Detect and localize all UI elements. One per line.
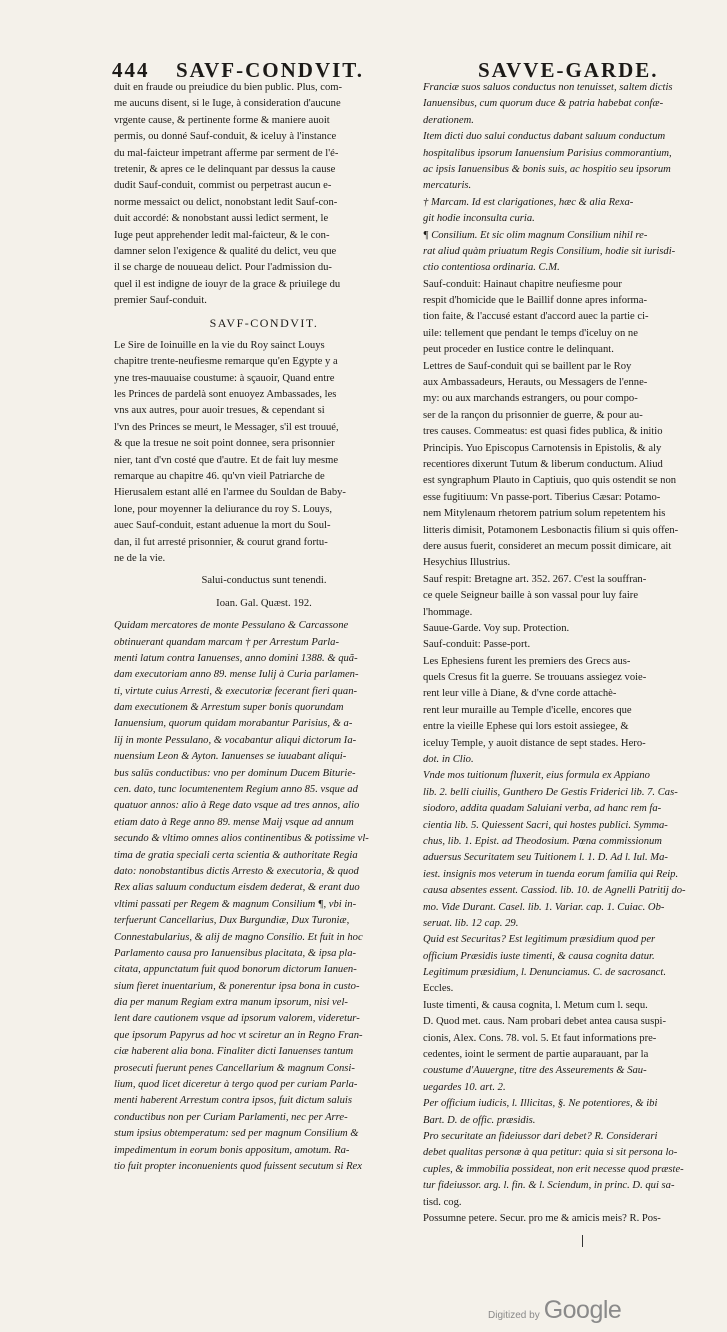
text-line: stum ipsius obtemperatum: sed per magnum Consilium & bbox=[114, 1128, 359, 1140]
text-line: Les Ephesiens furent les premiers des Grecs aus- bbox=[423, 655, 631, 667]
text-line: norme messaict ou delict, nonobstant ledit Sauf-con- bbox=[114, 196, 338, 208]
text-line: cedentes, ioint le serment de partie auparauant, par la bbox=[423, 1049, 649, 1061]
text-line: citata, appunctatum fuit quod bonorum dictorum Ianuen- bbox=[114, 964, 357, 976]
text-line: dan, il fut arresté prisonnier, & courut grand fortu- bbox=[114, 536, 328, 548]
left-column bbox=[114, 80, 414, 1175]
text-line: peut proceder en Iustice contre le delinquant. bbox=[423, 344, 614, 356]
text-line: ce quele Seigneur baille à son vassal pour luy faire bbox=[423, 590, 639, 602]
text-line: Iuge peut apprehender ledit mal-faicteur, & le con- bbox=[114, 229, 330, 241]
text-line: ctio contentiosa ordinaria. C.M. bbox=[423, 262, 560, 274]
text-line: recentiores dixerunt Tutum & liberum conductum. Aliud bbox=[423, 458, 663, 470]
text-line: yne tres-mauuaise coustume: à sçauoir, Quand entre bbox=[114, 372, 335, 384]
running-head-right: SAVVE-GARDE. bbox=[478, 58, 659, 82]
text-line: vns aux autres, pour auoir tresues, & cependant si bbox=[114, 405, 325, 417]
text-line: dot. in Clio. bbox=[423, 754, 474, 766]
text-line: etiam dato à Rege anno 89. mense Maij vsque ad annum bbox=[114, 816, 354, 828]
text-line: premier Sauf-conduit. bbox=[114, 295, 207, 307]
digitized-by-label: Digitized by bbox=[488, 1310, 540, 1321]
right-column bbox=[423, 80, 715, 1227]
text-line: litteris dimisit, Potamonem Lesbonactis filium si quis offen- bbox=[423, 524, 679, 536]
text-line: dere ausus fuerit, consideret an mecum possit dimicare, ait bbox=[423, 540, 672, 552]
text-line: uegardes 10. art. 2. bbox=[423, 1081, 506, 1093]
text-line: duit accordé: & nonobstant aussi ledict serment, le bbox=[114, 213, 329, 225]
text-line: dato: nonobstantibus dictis Arresto & executoria, & quod bbox=[114, 865, 359, 877]
text-line: Parlamento causa pro Ianuensibus placitata, & ipsa pla- bbox=[114, 947, 357, 959]
text-line: cientia lib. 5. Quiessent Sacri, qui hostes publici. Symma- bbox=[423, 819, 668, 831]
text-line: Sauf-conduit: Hainaut chapitre neufiesme pour bbox=[423, 278, 622, 290]
text-line: uile: tellement que pendant le temps d'iceluy on ne bbox=[423, 327, 638, 339]
text-line: remarque au chapitre 46. qu'vn vieil Patriarche de bbox=[114, 470, 325, 482]
text-line: iceluy Temple, y auoit distance de sept stades. Hero- bbox=[423, 737, 646, 749]
text-line: du mal-faicteur impetrant afferme par serment de l'é- bbox=[114, 147, 339, 159]
text-line: debet qualitas personæ à qua petitur: quia si sit persona lo- bbox=[423, 1147, 678, 1159]
text-line: Connestabularius, & alij de magno Consilio. Et fuit in hoc bbox=[114, 931, 363, 943]
text-line: tretenir, & apres ce le delinquant par dessus la cause bbox=[114, 163, 336, 175]
text-line: il se charge de nouueau delict. Pour l'admission du- bbox=[114, 262, 332, 274]
text-line: menti latum contra Ianuenses, anno domini 1388. & quã- bbox=[114, 652, 358, 664]
text-line: vrgente cause, & pertinente forme & maniere auoit bbox=[114, 114, 330, 126]
text-line: Possumne petere. Secur. pro me & amicis meis? R. Pos- bbox=[423, 1212, 661, 1224]
text-line: tima de gratia speciali certa scientia & authoritate Regia bbox=[114, 849, 358, 861]
text-line: aux Ambassadeurs, Herauts, ou Messagers de l'enne- bbox=[423, 377, 648, 389]
text-line: siodoro, addita quadam Saluiani verba, ad hanc rem fa- bbox=[423, 803, 662, 815]
column-rule bbox=[582, 1235, 583, 1247]
text-line: lij in monte Pessulano, & vocabantur aliqui dictorum Ia- bbox=[114, 734, 357, 746]
text-line: tur fideiussor. arg. l. fin. & l. Sciendum, in princ. D. qui sa- bbox=[423, 1180, 675, 1192]
text-line: rent leur muraille au Temple d'icelle, encores que bbox=[423, 704, 632, 716]
text-line: chapitre trente-neufiesme remarque qu'en Egypte y a bbox=[114, 356, 338, 368]
text-line: Eccles. bbox=[423, 983, 454, 995]
text-line: Iuste timenti, & causa cognita, l. Metum cum l. sequ. bbox=[423, 999, 648, 1011]
text-line: lib. 2. belli ciuilis, Gunthero De Gestis Friderici lib. 7. Cas- bbox=[423, 786, 678, 798]
text-line: nuensium Leon & Ayton. Ianuenses se iuuabant aliqui- bbox=[114, 751, 347, 763]
text-line: D. Quod met. caus. Nam probari debet antea causa suspi- bbox=[423, 1016, 666, 1028]
text-line: coustume d'Auuergne, titre des Asseurements & Sau- bbox=[423, 1065, 647, 1077]
text-line: damner selon l'exigence & qualité du delict, veu que bbox=[114, 245, 337, 257]
text-line: Hierusalem estant allé en l'armee du Souldan de Baby- bbox=[114, 487, 346, 499]
text-line: hospitalibus ipsorum Ianuensium Parisius commorantium, bbox=[423, 147, 672, 159]
text-line: Vnde mos tuitionum fluxerit, eius formula ex Appiano bbox=[423, 770, 650, 782]
text-line: tion faite, & l'accusé estant d'accord auec la partie ci- bbox=[423, 311, 649, 323]
page-number: 444 bbox=[112, 58, 150, 82]
text-line: terfuerunt Cancellarius, Dux Burgundiæ, Dux Turoniæ, bbox=[114, 915, 350, 927]
latin-text-block bbox=[114, 618, 414, 1175]
text-line: que ipsorum Papyrus ad hoc vt sciretur an in Regno Fran- bbox=[114, 1029, 363, 1041]
text-line: cen. dato, tunc locumtenentem Regium anno 85. vsque ad bbox=[114, 784, 358, 796]
text-line: les Princes de pardelà sont enuoyez Ambassades, les bbox=[114, 389, 337, 401]
text-line: me aucuns disent, si le Iuge, à consideration d'aucune bbox=[114, 98, 341, 110]
text-line: ser de la rançon du prisonnier de guerre, & pour au- bbox=[423, 409, 643, 421]
text-line: Ianuensibus, cum quorum duce & patria habebat confæ- bbox=[423, 98, 664, 110]
text-line: l'vn des Princes se meurt, le Messager, s'il est trouué, bbox=[114, 421, 339, 433]
text-line: seruat. lib. 12 cap. 29. bbox=[423, 917, 519, 929]
text-line: Ianuensium, quorum quidam morabantur Parisius, & a- bbox=[114, 718, 353, 730]
section-title: SAVF-CONDVIT. bbox=[209, 316, 319, 331]
text-line: chus, lib. 1. Epist. ad Theodosium. Pœna commissionum bbox=[423, 835, 662, 847]
text-line: Per officium iudicis, l. Illicitas, §. Ne potentiores, & ibi bbox=[423, 1098, 658, 1110]
text-line: secundo & vltimo omnes alios continentibus & potissime vl- bbox=[114, 833, 369, 845]
text-line: aduersus Securitatem seu Tuitionem l. 1. D. Ad l. Iul. Ma- bbox=[423, 852, 668, 864]
text-line: tres causes. Commeatus: est quasi fides publica, & initio bbox=[423, 426, 663, 438]
text-line: lone, pour moyenner la deliurance du roy S. Louys, bbox=[114, 503, 332, 515]
text-line: conductibus non per Curiam Parlamenti, nec per Arre- bbox=[114, 1111, 348, 1123]
text-line: ne de la vie. bbox=[114, 552, 166, 564]
text-line: Legitimum præsidium, l. Denunciamus. C. de sacrosanct. bbox=[423, 967, 666, 979]
text-line: ciæ haberent alia bona. Finaliter dicti Ianuenses tantum bbox=[114, 1046, 354, 1058]
text-line: mercaturis. bbox=[423, 180, 472, 192]
text-line: cuples, & immobilia possideat, non erit necesse quod præste- bbox=[423, 1163, 684, 1175]
text-line: menti haberent Arrestum contra ipsos, fuit dictum saluis bbox=[114, 1095, 352, 1107]
text-line: Hesychius Illustrius. bbox=[423, 557, 511, 569]
text-line: Bart. D. de offic. præsidis. bbox=[423, 1114, 536, 1126]
text-line: ti, virtute cuius Arresti, & executoriæ fecerant fieri quan- bbox=[114, 685, 358, 697]
text-line: vltimi passati per Regem & magnum Consilium ¶, vbi in- bbox=[114, 898, 357, 910]
text-line: nem Mitylenaum rhetorem patrium solum repetentem his bbox=[423, 508, 666, 520]
text-line: sium fieret inuentarium, & ponerentur ipsa bona in custo- bbox=[114, 980, 360, 992]
text-line: rent leur ville à Diane, & d'vne corde attachè- bbox=[423, 688, 617, 700]
paragraph-block bbox=[114, 338, 414, 567]
google-watermark bbox=[488, 1296, 621, 1325]
text-line: l'hommage. bbox=[423, 606, 473, 618]
text-line: esse fugitiuum: Vn passe-port. Tiberius Cæsar: Potamo- bbox=[423, 491, 661, 503]
text-line: causa absentes essent. Cassiod. lib. 10. de Agnelli Patritij do- bbox=[423, 885, 686, 897]
running-head-left: SAVF-CONDVIT. bbox=[176, 58, 364, 82]
text-line: Principis. Yuo Episcopus Carnotensis in Epistolis, & aly bbox=[423, 442, 662, 454]
text-line: permis, ou donné Sauf-conduit, & iceluy à l'instance bbox=[114, 131, 337, 143]
text-line: dia per manum Regiam extra manum ipsorum, nisi vel- bbox=[114, 997, 348, 1009]
text-line: & que la tresue ne soit point donnee, sera prisonnier bbox=[114, 438, 335, 450]
text-line: quatuor annos: alio à Rege dato vsque ad tres annos, alio bbox=[114, 800, 360, 812]
citation-heading: Ioan. Gal. Quæst. 192. bbox=[216, 597, 312, 609]
text-line: quel il est indigne de iouyr de la grace & priuilege du bbox=[114, 278, 341, 290]
text-line: Sauf-conduit: Passe-port. bbox=[423, 639, 531, 651]
text-line: impedimentum in eorum bonis appositum, amotum. Ra- bbox=[114, 1144, 350, 1156]
text-line: derationem. bbox=[423, 114, 474, 126]
text-line: Le Sire de Ioinuille en la vie du Roy sainct Louys bbox=[114, 339, 325, 351]
text-line: † Marcam. Id est clarigationes, hæc & alia Rexa- bbox=[423, 196, 634, 208]
text-line: lent dare cautionem vsque ad ipsorum valorem, videretur- bbox=[114, 1013, 360, 1025]
text-line: respit d'homicide que le Baillif donne apres informa- bbox=[423, 295, 648, 307]
subheading: Salui-conductus sunt tenendi. bbox=[201, 575, 327, 587]
paragraph-block bbox=[423, 80, 715, 1227]
text-line: dudit Sauf-conduit, commist ou perpetrast aucun e- bbox=[114, 180, 332, 192]
text-line: Quidam mercatores de monte Pessulano & Carcassone bbox=[114, 620, 349, 632]
text-line: mo. Vide Durant. Casel. lib. 1. Variar. cap. 1. Cuiac. Ob- bbox=[423, 901, 665, 913]
text-line: est syngraphum Plauto in Captiuis, quo quis ostendit se non bbox=[423, 475, 677, 487]
text-line: lium, quod licet diceretur à tergo quod per curiam Parla- bbox=[114, 1079, 358, 1091]
text-line: duit en fraude ou preiudice du bien public. Plus, com- bbox=[114, 82, 343, 93]
text-line: dam executionem & Arrestum super bonis quorundam bbox=[114, 702, 344, 714]
text-line: cionis, Alex. Cons. 78. vol. 5. Et faut informations pre- bbox=[423, 1032, 657, 1044]
text-line: obtinuerant quandam marcam † per Arrestum Parla- bbox=[114, 636, 340, 648]
text-line: auec Sauf-conduit, estant aduenue la mort du Soul- bbox=[114, 520, 331, 532]
text-line: Sauue-Garde. Voy sup. Protection. bbox=[423, 622, 570, 634]
text-line: ¶ Consilium. Et sic olim magnum Consilium nihil re- bbox=[423, 229, 648, 241]
text-line: Lettres de Sauf-conduit qui se baillent par le Roy bbox=[423, 360, 632, 372]
text-line: bus salüs conductibus: vno per dominum Ducem Biturie- bbox=[114, 767, 356, 779]
paragraph-block bbox=[114, 80, 414, 309]
text-line: tisd. cog. bbox=[423, 1196, 462, 1208]
text-line: nier, tant d'vn costé que d'autre. Et de fait luy mesme bbox=[114, 454, 339, 466]
text-line: my: ou aux marchands estrangers, ou pour compo- bbox=[423, 393, 638, 405]
text-line: Sauf respit: Bretagne art. 352. 267. C'est la souffran- bbox=[423, 573, 647, 585]
text-line: entre la vieille Ephese qui lors estoit assiegee, & bbox=[423, 721, 629, 733]
text-line: tio fuit propter inconuenients quod fuissent secutum si Rex bbox=[114, 1161, 362, 1172]
text-line: Pro securitate an fideiussor dari debet? R. Considerari bbox=[423, 1131, 658, 1142]
text-line: iest. insignis mos veterum in tuenda eorum familia qui Reip. bbox=[423, 868, 679, 880]
text-line: quels Cresus fit la guerre. Se trouuans assiegez voie- bbox=[423, 672, 647, 684]
text-line: ac ipsis Ianuensibus & bonis suis, ac hospitio seu ipsorum bbox=[423, 163, 671, 175]
google-logo: Google bbox=[543, 1296, 622, 1324]
text-line: prosecuti fuerunt penes Cancellarium & magnum Consi- bbox=[114, 1062, 355, 1074]
text-line: Quid est Securitas? Est legitimum præsidium quod per bbox=[423, 934, 656, 946]
text-line: git hodie inconsulta curia. bbox=[423, 213, 535, 225]
text-line: Rex alias saluum conductum eisdem dederat, & erant duo bbox=[114, 882, 360, 894]
text-line: Franciæ suos saluos conductus non tenuisset, saltem dictis bbox=[423, 82, 673, 93]
text-line: rat aliud quàm priuatum Regis Consilium, hodie sit iurisdi- bbox=[423, 245, 676, 257]
text-line: officium Præsidis iuste timenti, & causa cognita datur. bbox=[423, 950, 655, 962]
text-line: dam executoriam anno 89. mense Iulij à Curia parlamen- bbox=[114, 669, 359, 681]
text-line: Item dicti duo salui conductus dabant saluum conductum bbox=[423, 131, 666, 143]
